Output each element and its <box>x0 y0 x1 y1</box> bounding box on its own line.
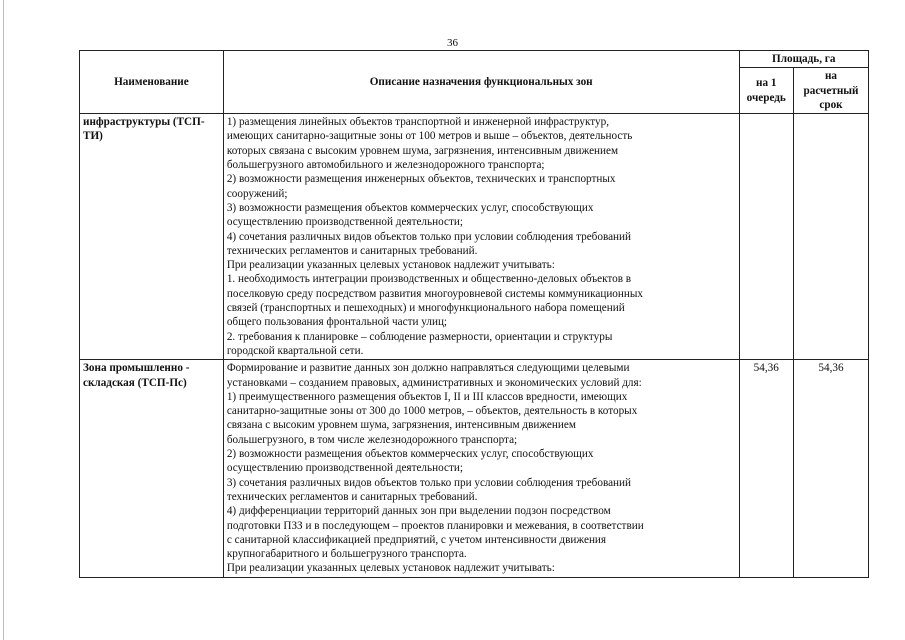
description-line: 3) сочетания различных видов объектов только при условии соблюдения требований <box>226 476 632 489</box>
description-line: осуществлению производственной деятельности; <box>226 462 463 475</box>
description-line: 4) сочетания различных видов объектов только при условии соблюдения требований <box>226 230 632 243</box>
description-line: 4) дифференциации территорий данных зон при выделении подзон посредством <box>226 505 611 518</box>
area-phase1: 54,36 <box>739 360 793 577</box>
description-line: крупногабаритного и большегрузного транспорта. <box>226 548 467 561</box>
area-phase1 <box>739 114 793 360</box>
area-estimated: 54,36 <box>793 360 868 577</box>
table-row <box>80 360 869 577</box>
description-line: 2) возможности размещения объектов коммерческих услуг, способствующих <box>226 448 594 461</box>
header-phase1: на 1 очередь <box>739 68 793 114</box>
description-line: 1) размещения линейных объектов транспортной и инженерной инфраструктур, <box>226 116 610 129</box>
description-line: 2. требования к планировке – соблюдение размерности, ориентации и структуры <box>226 330 613 343</box>
header-name: Наименование <box>80 51 224 114</box>
zone-description <box>223 114 739 360</box>
description-line: которых связана с высоким уровнем шума, загрязнения, интенсивным движением <box>226 144 619 157</box>
description-line: сооружений; <box>226 187 288 200</box>
page-number: 36 <box>447 37 458 49</box>
description-line: связей (транспортных и пешеходных) и многофункционального набора помещений <box>226 302 625 315</box>
description-line: санитарно-защитные зоны от 300 до 1000 метров, – объектов, деятельность в которых <box>226 405 638 418</box>
description-line: технических регламентов и санитарных требований. <box>226 244 478 257</box>
description-line: связана с высоким уровнем шума, загрязнения, интенсивным движением <box>226 419 576 432</box>
description-line: поселковую среду посредством развития многоуровневой системы коммуникационных <box>226 287 643 300</box>
description-line: 1) преимущественного размещения объектов I, II и III классов вредности, имеющих <box>226 390 628 403</box>
description-line: 2) возможности размещения инженерных объектов, технических и транспортных <box>226 173 616 186</box>
description-line: большегрузного, в том числе железнодорожного транспорта; <box>226 433 518 446</box>
table-row <box>80 114 869 360</box>
description-line: Формирование и развитие данных зон должно направляться следующими целевыми <box>226 362 630 375</box>
table-header-row <box>80 51 869 68</box>
description-line: осуществлению производственной деятельности; <box>226 216 463 229</box>
area-estimated <box>793 114 868 360</box>
description-line: 3) возможности размещения объектов коммерческих услуг, способствующих <box>226 201 594 214</box>
functional-zones-table <box>79 50 869 578</box>
description-line: установками – созданием правовых, административных и экономических условий для: <box>226 376 642 389</box>
description-line: городской квартальной сети. <box>226 344 364 357</box>
header-area: Площадь, га <box>739 51 868 68</box>
description-line: общего пользования фронтальной части улиц; <box>226 316 448 329</box>
description-line: При реализации указанных целевых установок надлежит учитывать: <box>226 259 555 272</box>
description-line: имеющих санитарно-защитные зоны от 100 метров и выше – объектов, деятельность <box>226 130 633 143</box>
zone-name: Зона промышленно - складская (ТСП-Пс) <box>80 360 224 577</box>
description-line: При реализации указанных целевых установок надлежит учитывать: <box>226 562 555 575</box>
header-estimated: на расчетный срок <box>793 68 868 114</box>
zone-name: инфраструктуры (ТСП-ТИ) <box>80 114 224 360</box>
description-line: 1. необходимость интеграции производственных и общественно-деловых объектов в <box>226 273 632 286</box>
zone-description <box>223 360 739 577</box>
description-line: подготовки ПЗЗ и в последующем – проектов планировки и межевания, в соответствии <box>226 519 644 532</box>
scan-edge-mark <box>3 0 4 640</box>
description-line: большегрузного автомобильного и железнодорожного транспорта; <box>226 159 545 172</box>
description-line: с санитарной классификацией предприятий, с учетом интенсивности движения <box>226 533 607 546</box>
description-line: технических регламентов и санитарных требований. <box>226 490 478 503</box>
header-description: Описание назначения функциональных зон <box>223 51 739 114</box>
